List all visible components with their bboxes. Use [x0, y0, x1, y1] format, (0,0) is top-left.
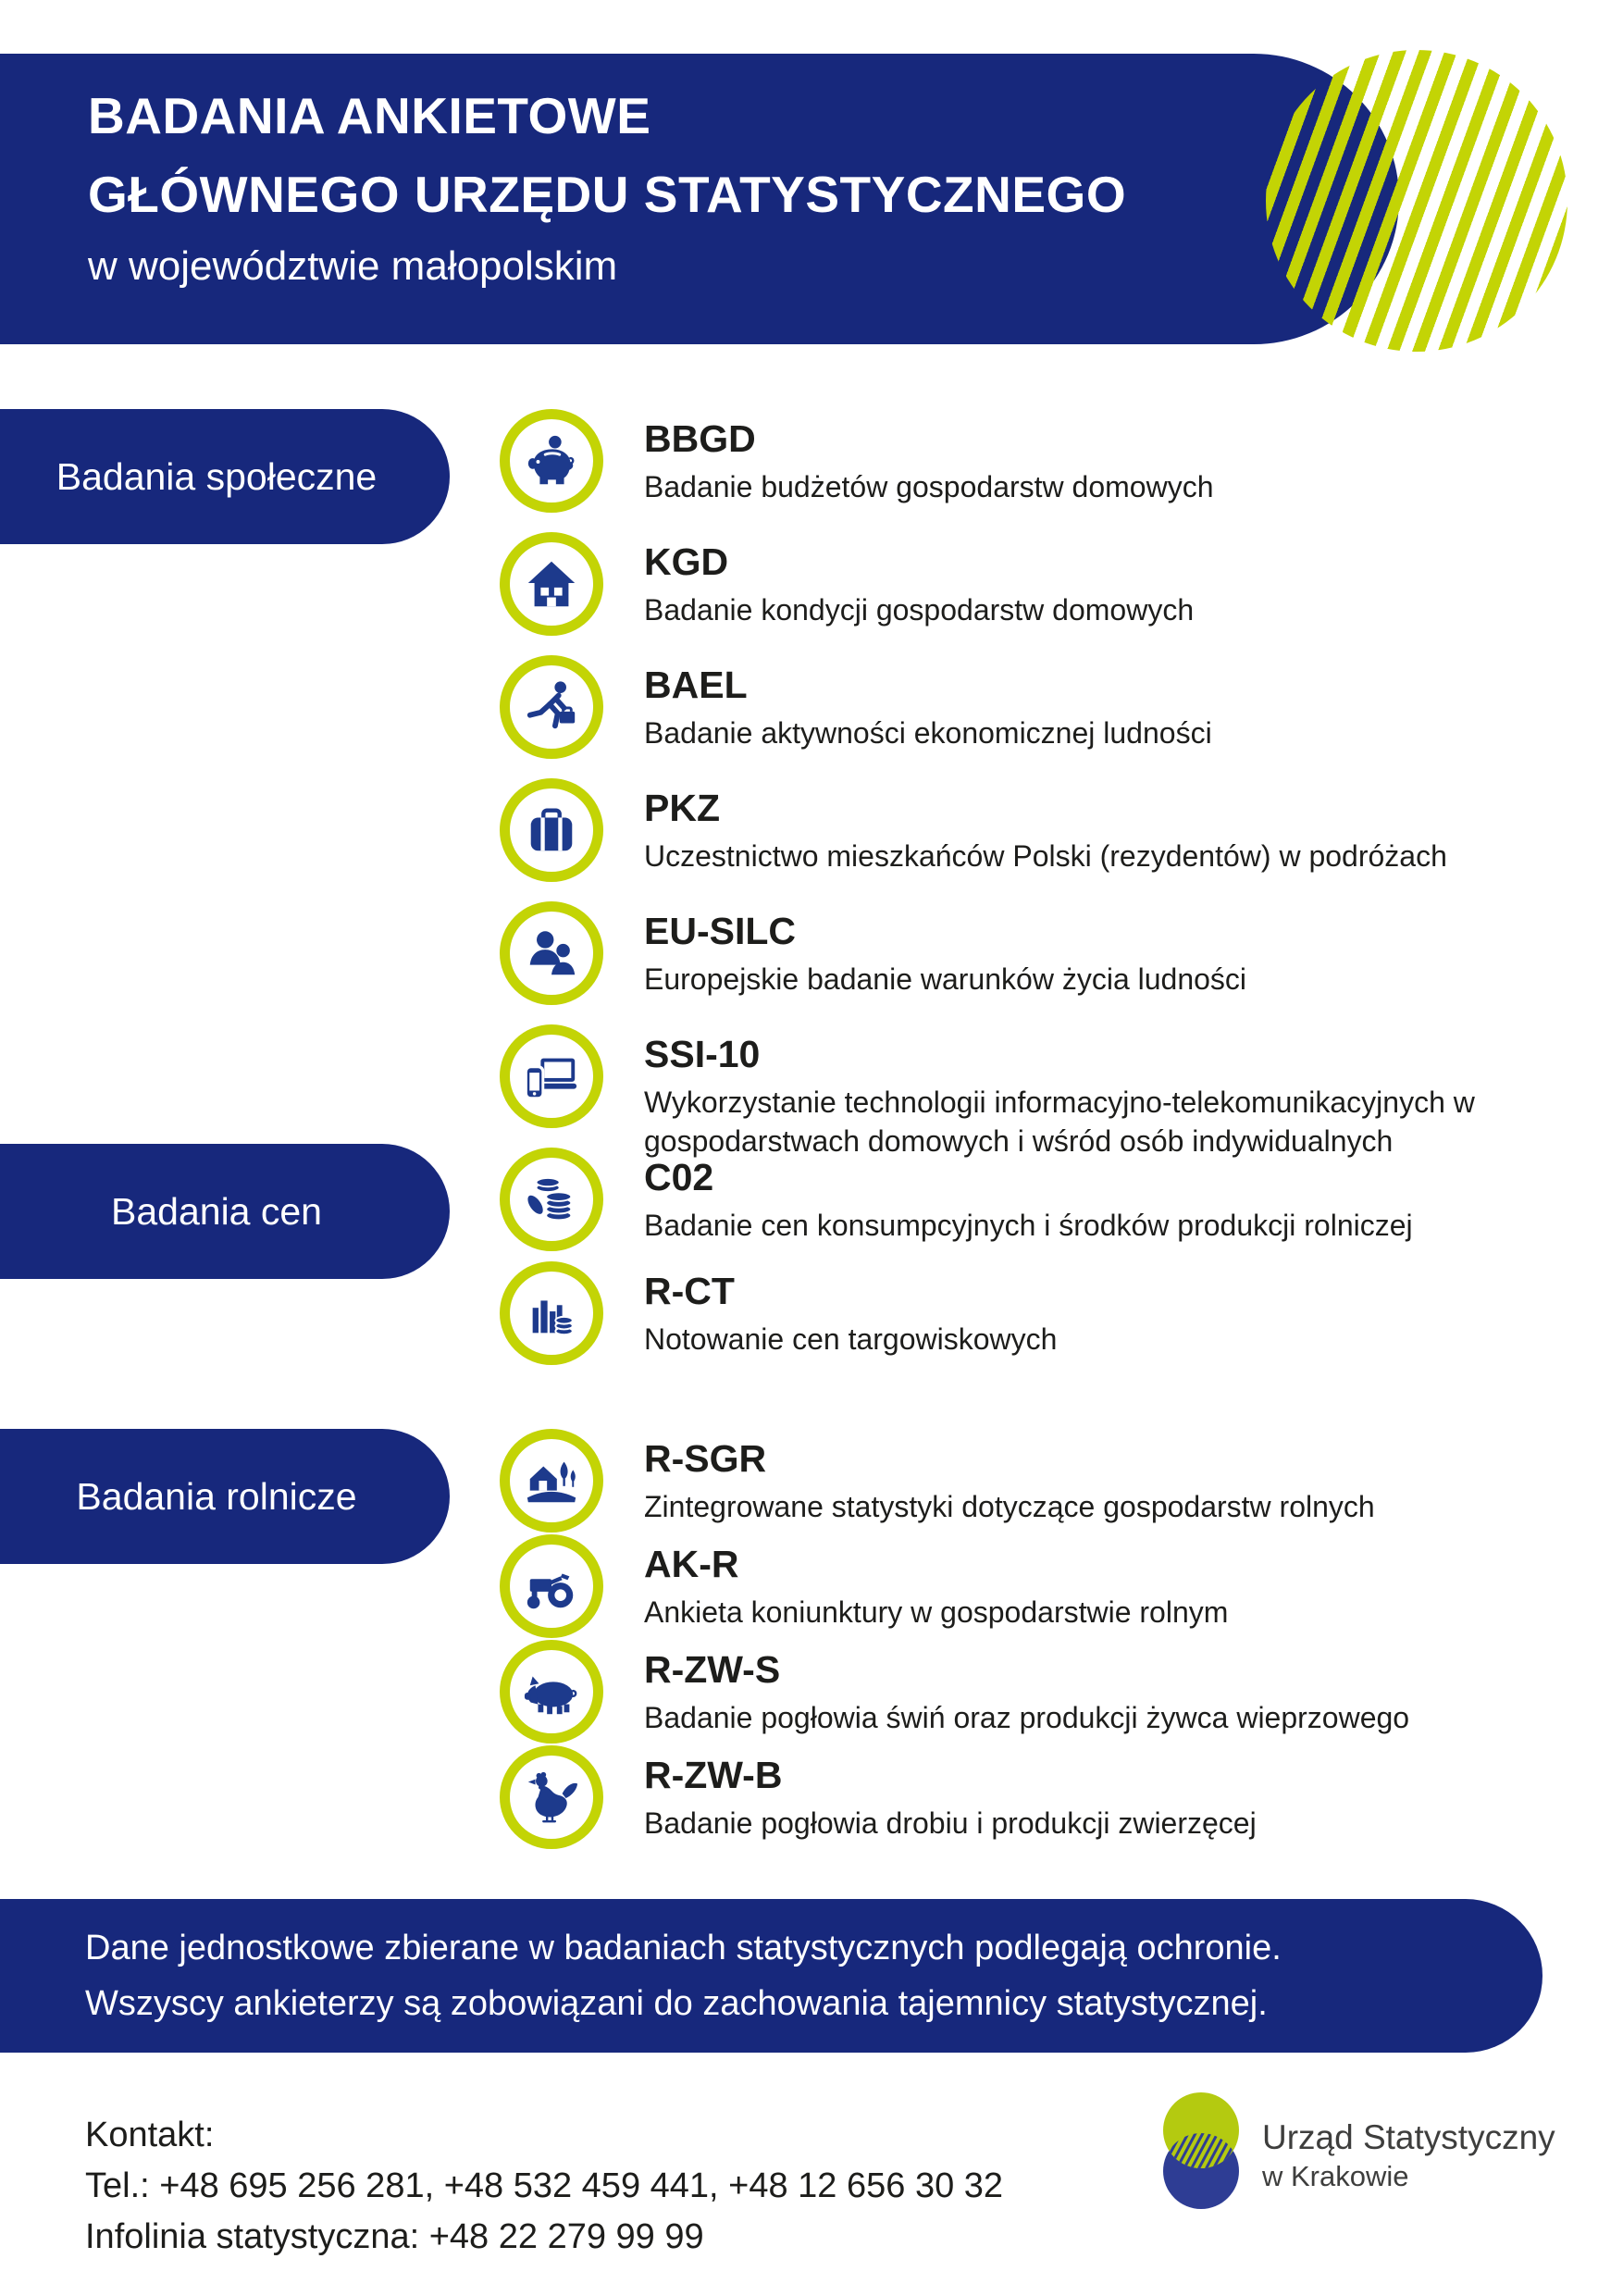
survey-code: R-CT: [644, 1270, 735, 1312]
list-item-pkz: [500, 778, 1623, 882]
list-item-ak-r: [500, 1534, 1623, 1638]
survey-description: Zintegrowane statystyki dotyczące gospodarstw rolnych: [644, 1490, 1375, 1524]
logo-org-city: w Krakowie: [1262, 2159, 1409, 2192]
coins-icon: [500, 1148, 603, 1251]
item-text: [644, 655, 1212, 759]
item-text: [644, 1024, 1560, 1161]
item-text: [644, 1640, 1409, 1744]
list-item-bbgd: [500, 409, 1623, 513]
item-text: [644, 409, 1213, 513]
piggy-bank-icon: [500, 409, 603, 513]
item-text: [644, 1261, 1057, 1365]
survey-code: C02: [644, 1156, 714, 1198]
statistical-office-logo: [1158, 2090, 1555, 2210]
section-label-text: Badania cen: [111, 1189, 322, 1233]
pig-icon: [500, 1640, 603, 1744]
item-text: [644, 901, 1246, 1005]
survey-description: Uczestnictwo mieszkańców Polski (rezydentów) w podróżach: [644, 839, 1447, 874]
item-text: [644, 778, 1447, 882]
section-items: [500, 409, 1623, 1161]
survey-description: Wykorzystanie technologii informacyjno-telekomunikacyjnych w gospodarstwach domowych i wśród osób indywidualnych: [644, 1086, 1475, 1159]
contact-phones: Tel.: +48 695 256 281, +48 532 459 441, +48 12 656 30 32: [85, 2166, 1004, 2206]
survey-code: EU-SILC: [644, 910, 796, 952]
item-text: [644, 532, 1194, 636]
list-item-r-ct: [500, 1261, 1623, 1365]
section-label-agricultural: [0, 1429, 450, 1564]
tractor-icon: [500, 1534, 603, 1638]
survey-description: Badanie pogłowia świń oraz produkcji żywca wieprzowego: [644, 1701, 1410, 1735]
section-agricultural-surveys: [0, 1429, 1623, 1849]
poster-title-line2: GŁÓWNEGO URZĘDU STATYSTYCZNEGO: [88, 166, 1127, 223]
contact-block: [85, 2110, 1003, 2263]
list-item-eu-silc: [500, 901, 1623, 1005]
poster-title-line1: BADANIA ANKIETOWE: [88, 87, 651, 144]
computer-devices-icon: [500, 1024, 603, 1128]
list-item-bael: [500, 655, 1623, 759]
item-text: [644, 1534, 1228, 1638]
list-item-r-zw-b: [500, 1745, 1623, 1849]
house-icon: [500, 532, 603, 636]
section-items: [500, 1148, 1623, 1365]
hen-icon: [500, 1745, 603, 1849]
survey-description: Badanie budżetów gospodarstw domowych: [644, 470, 1214, 504]
privacy-note-line2: Wszyscy ankieterzy są zobowiązani do zachowania tajemnicy statystycznej.: [85, 1984, 1268, 2023]
poster-subtitle: w województwie małopolskim: [88, 243, 618, 289]
contact-heading: Kontakt:: [85, 2116, 215, 2154]
logo-text: [1262, 2090, 1555, 2210]
running-person-icon: [500, 655, 603, 759]
list-item-ssi-10: [500, 1024, 1623, 1161]
survey-description: Badanie aktywności ekonomicznej ludności: [644, 716, 1212, 751]
list-item-r-sgr: [500, 1429, 1623, 1533]
people-icon: [500, 901, 603, 1005]
survey-code: R-ZW-S: [644, 1648, 781, 1691]
item-text: [644, 1148, 1413, 1251]
farm-icon: [500, 1429, 603, 1533]
survey-description: Ankieta koniunktury w gospodarstwie rolnym: [644, 1595, 1229, 1630]
logo-org-name: Urząd Statystyczny: [1262, 2118, 1555, 2156]
item-text: [644, 1745, 1257, 1849]
survey-code: BAEL: [644, 664, 748, 706]
list-item-c02: [500, 1148, 1623, 1251]
list-item-kgd: [500, 532, 1623, 636]
survey-description: Europejskie badanie warunków życia ludności: [644, 962, 1247, 997]
striped-circle-decoration: [1266, 50, 1567, 352]
survey-code: AK-R: [644, 1543, 739, 1585]
section-social-surveys: [0, 409, 1623, 1161]
survey-code: R-ZW-B: [644, 1754, 783, 1796]
logo-circles-icon: [1158, 2090, 1244, 2210]
contact-infoline: Infolinia statystyczna: +48 22 279 99 99: [85, 2217, 704, 2257]
section-label-social: [0, 409, 450, 544]
survey-code: R-SGR: [644, 1437, 767, 1480]
section-label-text: Badania społeczne: [56, 454, 378, 498]
survey-description: Badanie cen konsumpcyjnych i środków produkcji rolniczej: [644, 1209, 1413, 1243]
survey-code: BBGD: [644, 417, 756, 460]
section-items: [500, 1429, 1623, 1849]
privacy-note-line1: Dane jednostkowe zbierane w badaniach statystycznych podlegają ochronie.: [85, 1928, 1282, 1967]
header-banner: [0, 54, 1399, 344]
survey-description: Notowanie cen targowiskowych: [644, 1322, 1058, 1357]
section-price-surveys: [0, 1148, 1623, 1365]
price-chart-icon: [500, 1261, 603, 1365]
privacy-note-banner: [0, 1899, 1542, 2053]
suitcase-icon: [500, 778, 603, 882]
survey-code: PKZ: [644, 787, 720, 829]
survey-code: SSI-10: [644, 1033, 761, 1075]
section-label-text: Badania rolnicze: [76, 1474, 357, 1518]
survey-code: KGD: [644, 540, 729, 583]
survey-description: Badanie kondycji gospodarstw domowych: [644, 593, 1195, 627]
section-label-prices: [0, 1144, 450, 1279]
item-text: [644, 1429, 1375, 1533]
survey-description: Badanie pogłowia drobiu i produkcji zwierzęcej: [644, 1806, 1257, 1841]
list-item-r-zw-s: [500, 1640, 1623, 1744]
